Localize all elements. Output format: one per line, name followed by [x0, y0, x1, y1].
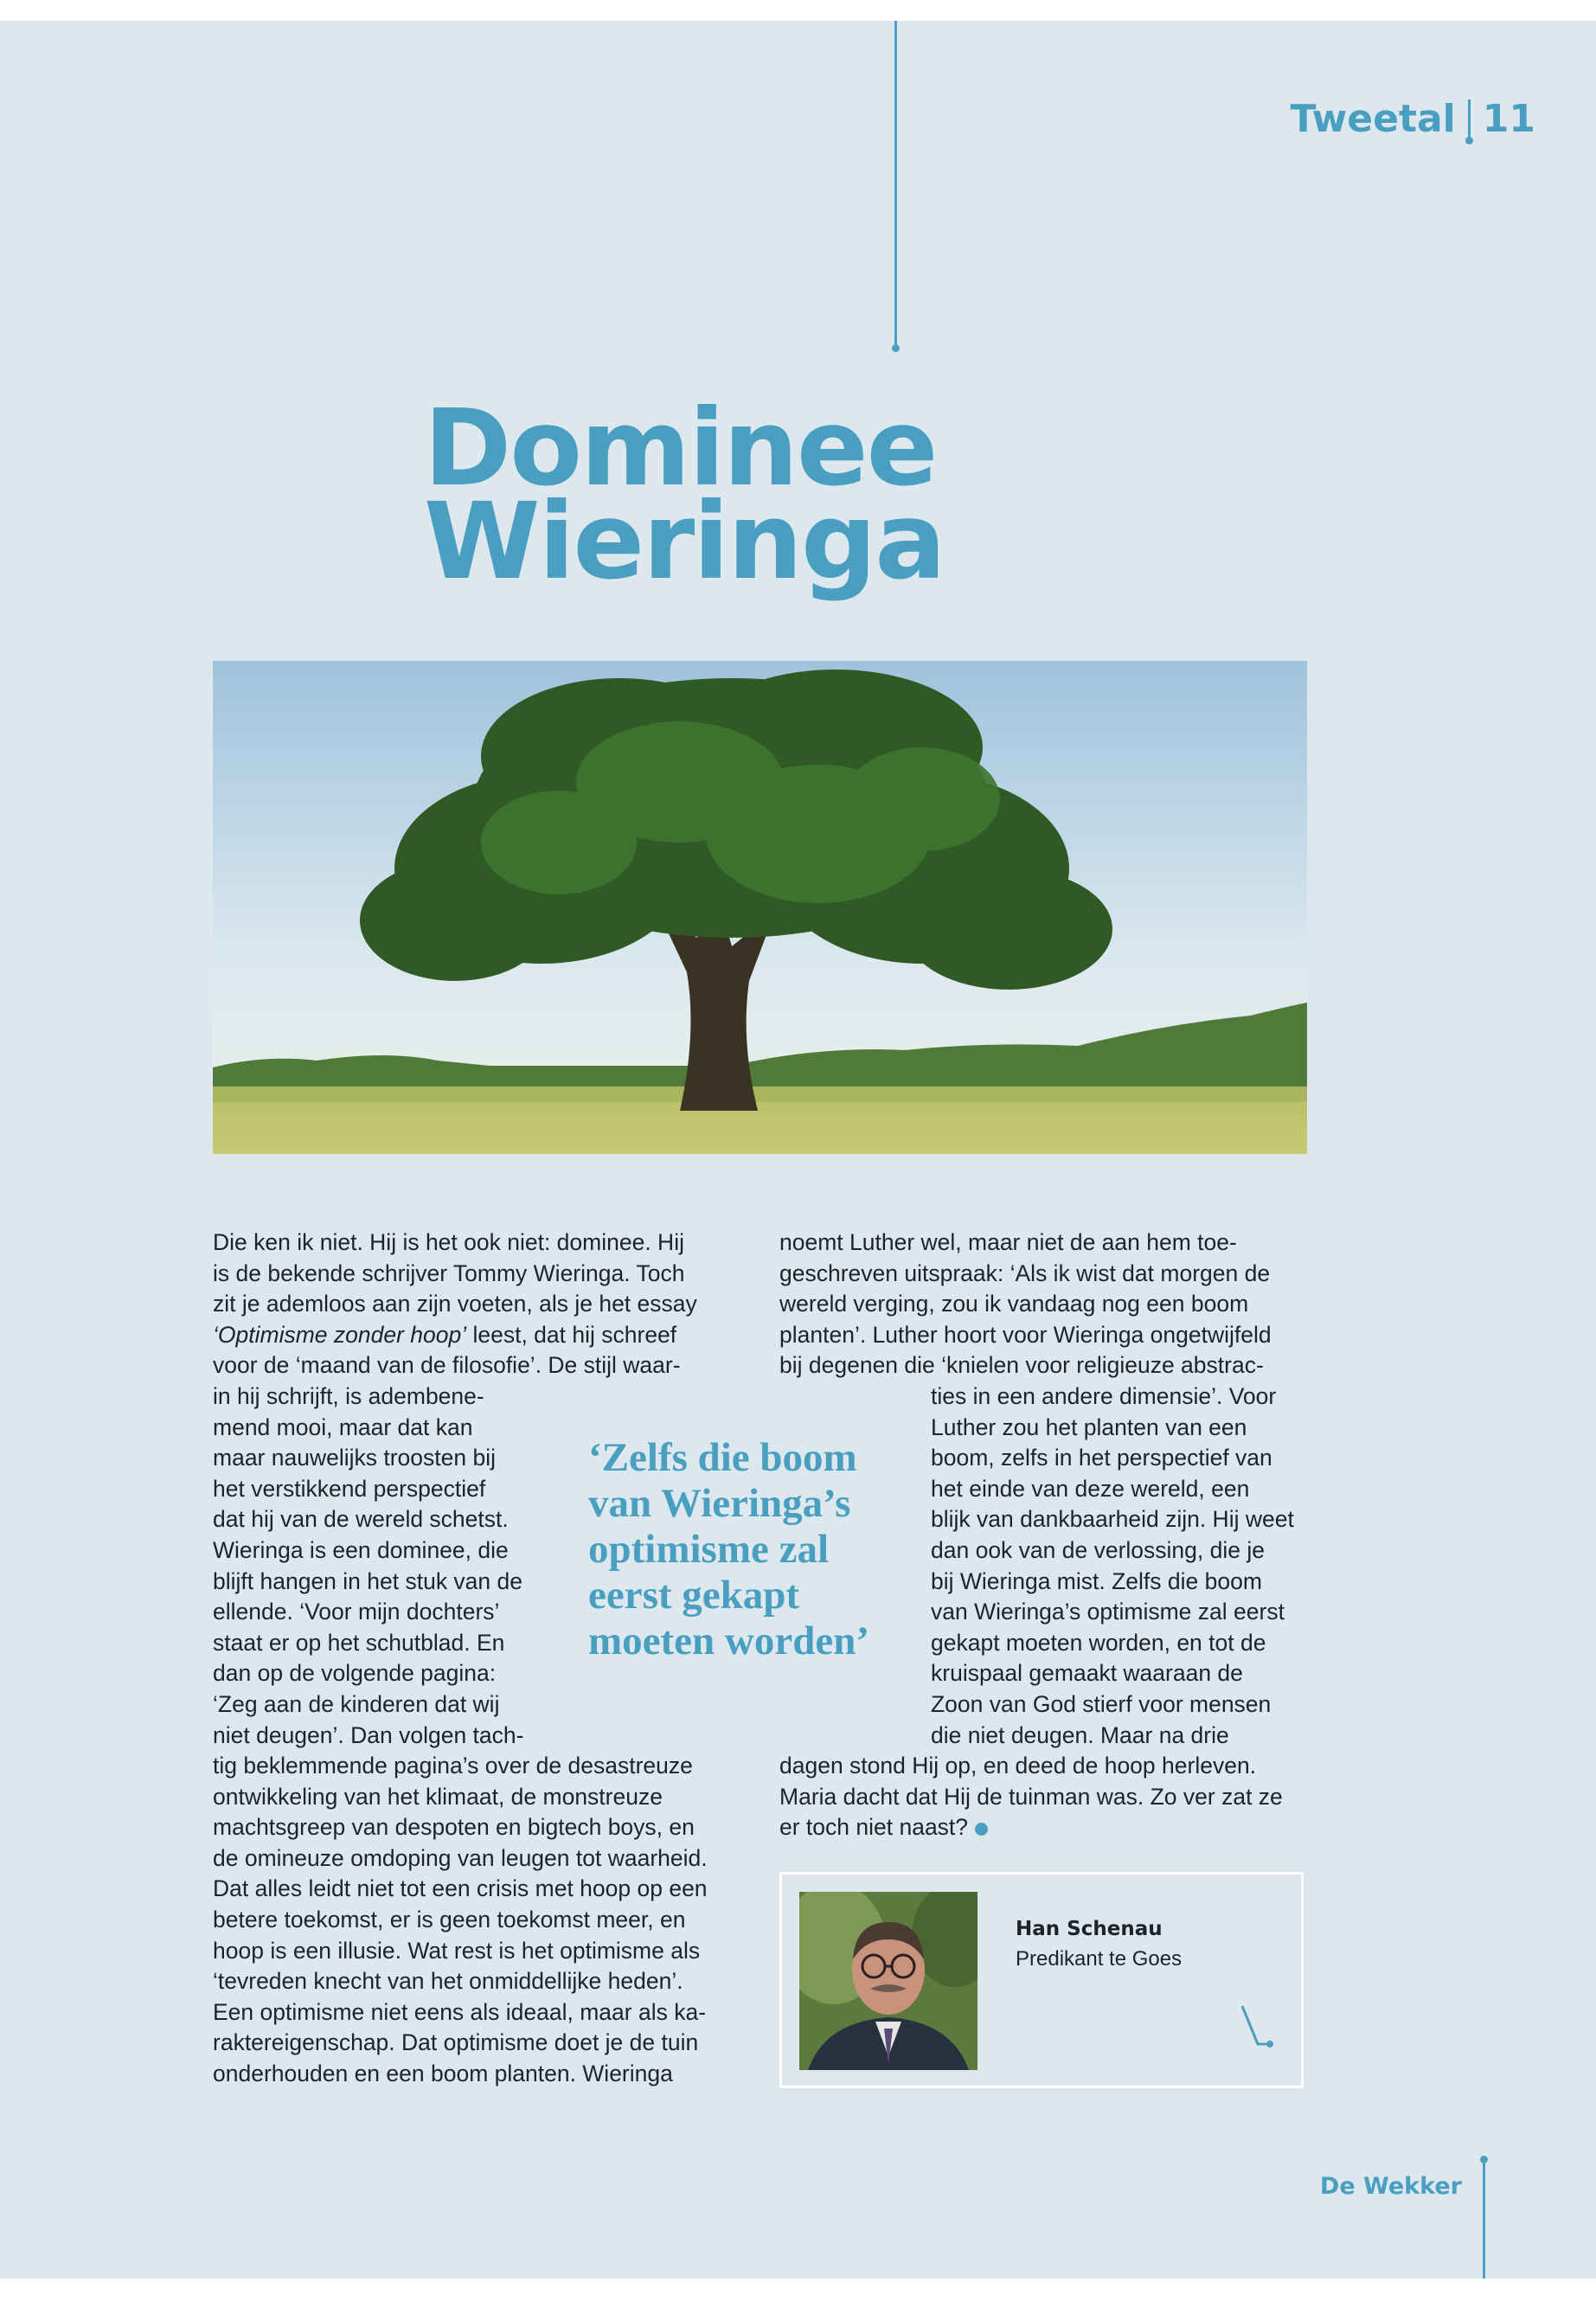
- author-photo: [799, 1892, 977, 2070]
- magazine-page: [0, 21, 1596, 2279]
- body-line-with-italic: [213, 1320, 708, 1351]
- top-rule-dot: [892, 344, 900, 352]
- body-line: raktereigenschap. Dat optimisme doet je de tuin: [213, 2029, 699, 2056]
- body-line: dagen stond Hij op, en deed de hoop herleven.: [779, 1753, 1257, 1779]
- body-line: in hij schrijft, is adembene-: [213, 1382, 484, 1409]
- body-line: staat er op het schutblad. En: [213, 1629, 505, 1656]
- body-line: gekapt moeten worden, en tot de: [931, 1629, 1266, 1656]
- body-line: wereld verging, zou ik vandaag nog een boom: [779, 1291, 1249, 1317]
- body-line: noemt Luther wel, maar niet de aan hem toe-: [779, 1229, 1237, 1255]
- body-line: is de bekende schrijver Tommy Wieringa. Toch: [213, 1259, 685, 1286]
- body-line: hoop is een illusie. Wat rest is het optimisme als: [213, 1937, 701, 1964]
- body-line: ontwikkeling van het klimaat, de monstreuze: [213, 1783, 663, 1810]
- oak-tree-in-field-icon: [213, 661, 1307, 1154]
- body-line: ties in een andere dimensie’. Voor: [931, 1383, 1277, 1409]
- body-line: maar nauwelijks troosten bij: [213, 1445, 496, 1471]
- body-line: Maria dacht dat Hij de tuinman was. Zo ver zat ze: [779, 1783, 1283, 1810]
- body-line: bij degenen die ‘knielen voor religieuze abstrac-: [779, 1352, 1264, 1379]
- pull-quote-line: ‘Zelfs die boom: [588, 1435, 857, 1480]
- body-line: mend mooi, maar dat kan: [213, 1413, 473, 1440]
- body-line: kruispaal gemaakt waaraan de: [931, 1660, 1243, 1687]
- article-column-2-bottom: [779, 1751, 1283, 1843]
- header-separator: [1468, 99, 1471, 139]
- body-line: niet deugen’. Dan volgen tach-: [213, 1721, 524, 1748]
- body-line: Zoon van God stierf voor mensen: [931, 1690, 1272, 1717]
- body-line: dat hij van de wereld schetst.: [213, 1506, 509, 1533]
- end-of-article-dot-icon: [975, 1823, 988, 1836]
- body-line: blijk van dankbaarheid zijn. Hij weet: [931, 1506, 1294, 1533]
- body-line: machtsgreep van despoten en bigtech boys, en: [213, 1814, 695, 1841]
- body-line: tig beklemmende pagina’s over de desastreuze: [213, 1753, 693, 1779]
- body-line: Wieringa is een dominee, die: [213, 1536, 509, 1563]
- body-line: Dat alles leidt niet tot een crisis met hoop op een: [213, 1875, 708, 1902]
- footer-rule-dot: [1480, 2156, 1488, 2163]
- author-portrait-icon: [799, 1892, 977, 2070]
- body-line: het verstikkend perspectief: [213, 1475, 486, 1502]
- body-line: voor de ‘maand van de filosofie’. De stijl waar-: [213, 1352, 681, 1379]
- body-line-last: [779, 1812, 1283, 1843]
- pull-quote-line: optimisme zal: [588, 1527, 830, 1572]
- body-line: zit je ademloos aan zijn voeten, als je het essay: [213, 1291, 697, 1317]
- body-line: blijft hangen in het stuk van de: [213, 1567, 522, 1594]
- body-line: die niet deugen. Maar na drie: [931, 1721, 1229, 1748]
- author-name: Han Schenau: [1016, 1918, 1163, 1940]
- body-line: ‘tevreden knecht van het onmiddellijke heden’.: [213, 1968, 683, 1995]
- body-line-fragment: er toch niet naast?: [779, 1814, 969, 1841]
- magazine-name: De Wekker: [1319, 2173, 1462, 2200]
- pull-quote-line: moeten worden’: [588, 1618, 870, 1663]
- body-line: onderhouden en een boom planten. Wieringa: [213, 2061, 673, 2087]
- article-column-2-top: [779, 1227, 1272, 1381]
- article-column-2-middle: [931, 1381, 1294, 1751]
- article-title: [424, 387, 945, 603]
- tree-photo: [213, 661, 1307, 1154]
- body-line: ‘Zeg aan de kinderen dat wij: [213, 1690, 500, 1717]
- body-line: boom, zelfs in het perspectief van: [931, 1445, 1272, 1471]
- top-rule: [894, 21, 897, 348]
- title-line-2: Wieringa: [424, 480, 945, 603]
- page-header: [1290, 97, 1535, 141]
- body-line-fragment: leest, dat hij schreef: [466, 1321, 677, 1348]
- body-line: dan op de volgende pagina:: [213, 1660, 497, 1687]
- author-role: Predikant te Goes: [1016, 1947, 1183, 1971]
- body-line: planten’. Luther hoort voor Wieringa ongetwijfeld: [779, 1321, 1272, 1348]
- pull-quote-line: eerst gekapt: [588, 1573, 800, 1618]
- body-line: ellende. ‘Voor mijn dochters’: [213, 1599, 500, 1625]
- author-box: [779, 1872, 1304, 2088]
- title-line-1: Dominee: [424, 387, 937, 510]
- body-line: Die ken ik niet. Hij is het ook niet: dominee. Hij: [213, 1229, 684, 1255]
- body-line: het einde van deze wereld, een: [931, 1475, 1250, 1502]
- body-line: van Wieringa’s optimisme zal eerst: [931, 1599, 1285, 1625]
- body-line: geschreven uitspraak: ‘Als ik wist dat morgen de: [779, 1259, 1271, 1286]
- body-line: de omineuze omdoping van leugen tot waarheid.: [213, 1844, 708, 1871]
- pull-quote-line: van Wieringa’s: [588, 1481, 851, 1526]
- body-line: Luther zou het planten van een: [931, 1413, 1247, 1440]
- essay-title: ‘Optimisme zonder hoop’: [213, 1321, 467, 1348]
- body-line: betere toekomst, er is geen toekomst meer, en: [213, 1907, 686, 1933]
- section-title: Tweetal: [1290, 97, 1456, 141]
- pull-quote: [588, 1435, 917, 1664]
- body-line: Een optimisme niet eens als ideaal, maar als ka-: [213, 1998, 707, 2025]
- footer-rule: [1483, 2159, 1485, 2279]
- body-line: dan ook van de verlossing, die je: [931, 1536, 1265, 1563]
- signature-mark-icon: [1240, 2004, 1275, 2056]
- page-number: 11: [1482, 97, 1535, 141]
- body-line: bij Wieringa mist. Zelfs die boom: [931, 1567, 1262, 1594]
